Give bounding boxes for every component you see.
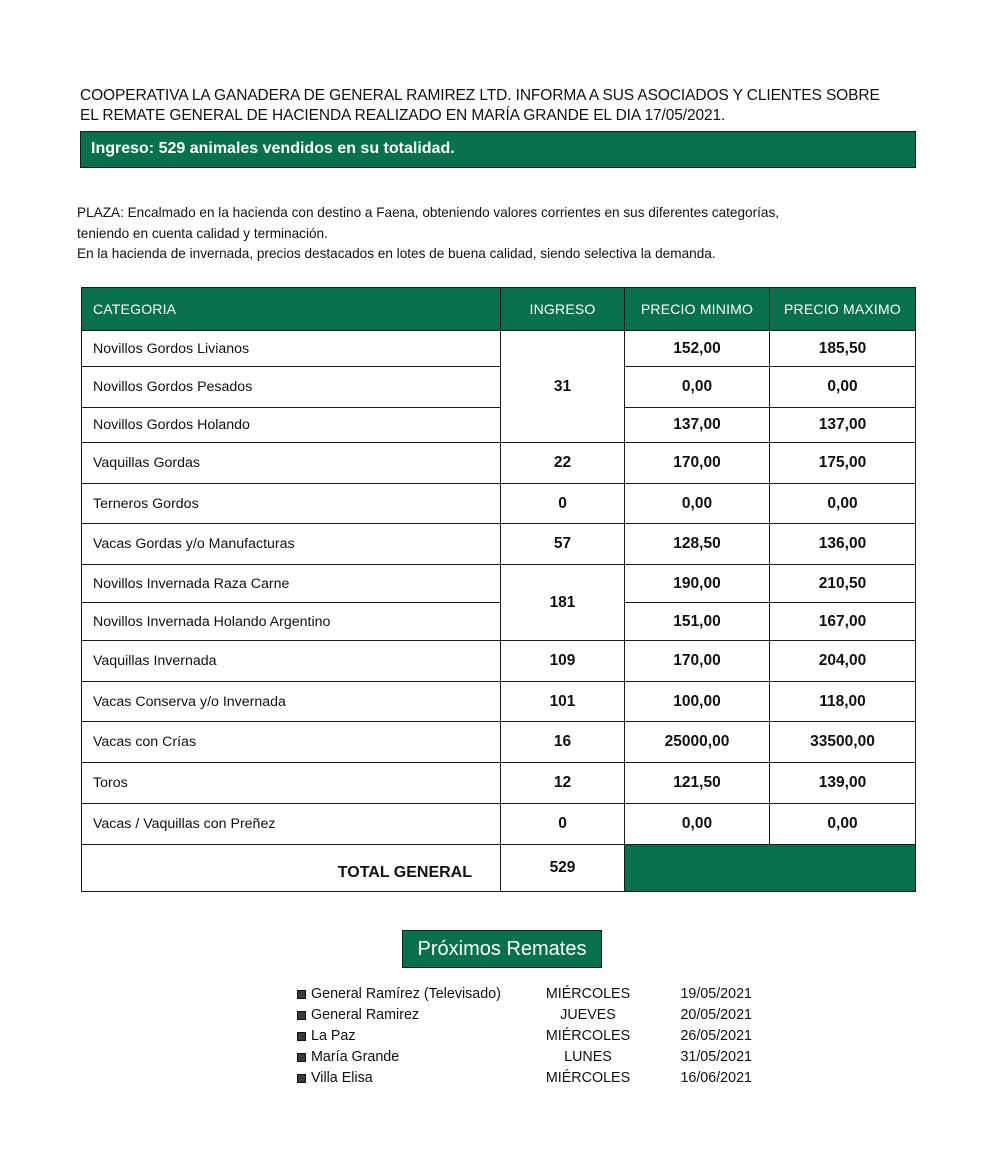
table-row: [82, 603, 916, 641]
table-row: [82, 804, 916, 845]
cell-categoria: Novillos Gordos Pesados: [82, 367, 501, 408]
cell-precio-maximo: 118,00: [770, 682, 916, 722]
cell-precio-minimo: 137,00: [625, 408, 770, 443]
proximos-remates-title: Próximos Remates: [402, 930, 602, 968]
table-header-row: [82, 288, 916, 331]
cell-precio-maximo: 167,00: [770, 603, 916, 641]
header-categoria: CATEGORIA: [82, 288, 501, 331]
total-label: TOTAL GENERAL: [82, 845, 501, 892]
remate-fecha: 26/05/2021: [680, 1028, 752, 1044]
list-item: [297, 1005, 752, 1026]
table-row: [82, 722, 916, 763]
cell-precio-minimo: 128,50: [625, 524, 770, 565]
cell-categoria: Novillos Gordos Livianos: [82, 331, 501, 367]
total-green-block: [625, 845, 916, 892]
header-precio-minimo: PRECIO MINIMO: [625, 288, 770, 331]
remate-dia: MIÉRCOLES: [545, 986, 631, 1002]
cell-precio-minimo: 25000,00: [625, 722, 770, 763]
table-row: [82, 682, 916, 722]
ingreso-banner: Ingreso: 529 animales vendidos en su totalidad.: [80, 131, 916, 168]
table-row: [82, 484, 916, 524]
square-bullet-icon: [297, 1053, 306, 1062]
cell-precio-minimo: 121,50: [625, 763, 770, 804]
cell-precio-maximo: 137,00: [770, 408, 916, 443]
cell-categoria: Vaquillas Invernada: [82, 641, 501, 682]
cell-precio-minimo: 0,00: [625, 367, 770, 408]
list-item: [297, 1047, 752, 1068]
cell-ingreso: 16: [501, 722, 625, 763]
table-row: [82, 367, 916, 408]
table-row: [82, 524, 916, 565]
cell-ingreso: 101: [501, 682, 625, 722]
list-item: [297, 1026, 752, 1047]
cell-categoria: Vaquillas Gordas: [82, 443, 501, 484]
cell-precio-maximo: 136,00: [770, 524, 916, 565]
table-row: [82, 408, 916, 443]
plaza-line-1: PLAZA: Encalmado en la hacienda con destino a Faena, obteniendo valores corrientes en sus diferentes categorías,: [77, 205, 780, 220]
cell-categoria: Vacas Gordas y/o Manufacturas: [82, 524, 501, 565]
results-table: [81, 287, 916, 892]
cell-precio-maximo: 175,00: [770, 443, 916, 484]
proximos-remates-list: [297, 984, 752, 1089]
cell-precio-minimo: 170,00: [625, 443, 770, 484]
cell-categoria: Terneros Gordos: [82, 484, 501, 524]
table-row: [82, 565, 916, 603]
cell-ingreso: 181: [501, 565, 625, 641]
cell-ingreso: 0: [501, 804, 625, 845]
cell-categoria: Vacas con Crías: [82, 722, 501, 763]
remate-lugar: Villa Elisa: [311, 1070, 373, 1086]
intro-line-2: EL REMATE GENERAL DE HACIENDA REALIZADO EN MARÍA GRANDE EL DIA 17/05/2021.: [80, 107, 726, 124]
cell-precio-maximo: 0,00: [770, 804, 916, 845]
cell-precio-maximo: 204,00: [770, 641, 916, 682]
cell-precio-maximo: 0,00: [770, 484, 916, 524]
cell-precio-maximo: 185,50: [770, 331, 916, 367]
square-bullet-icon: [297, 1032, 306, 1041]
cell-precio-minimo: 152,00: [625, 331, 770, 367]
remate-dia: LUNES: [564, 1049, 612, 1065]
cell-precio-maximo: 139,00: [770, 763, 916, 804]
table-row: [82, 641, 916, 682]
cell-precio-minimo: 170,00: [625, 641, 770, 682]
list-item: [297, 984, 752, 1005]
remate-dia: JUEVES: [560, 1007, 616, 1023]
total-ingreso: 529: [501, 845, 625, 892]
cell-precio-minimo: 0,00: [625, 804, 770, 845]
table-row: [82, 331, 916, 367]
cell-categoria: Novillos Invernada Holando Argentino: [82, 603, 501, 641]
square-bullet-icon: [297, 1011, 306, 1020]
cell-ingreso: 57: [501, 524, 625, 565]
remate-dia: MIÉRCOLES: [545, 1028, 631, 1044]
square-bullet-icon: [297, 990, 306, 999]
cell-precio-minimo: 0,00: [625, 484, 770, 524]
table-row: [82, 763, 916, 804]
remate-lugar: General Ramírez (Televisado): [311, 986, 501, 1002]
remate-lugar: General Ramirez: [311, 1007, 420, 1023]
remate-fecha: 20/05/2021: [680, 1007, 752, 1023]
plaza-line-2: teniendo en cuenta calidad y terminación.: [77, 225, 328, 241]
plaza-commentary: [77, 203, 917, 265]
remate-dia: MIÉRCOLES: [545, 1070, 631, 1086]
cell-categoria: Vacas / Vaquillas con Preñez: [82, 804, 501, 845]
cell-precio-minimo: 100,00: [625, 682, 770, 722]
cell-precio-minimo: 151,00: [625, 603, 770, 641]
remate-fecha: 31/05/2021: [680, 1049, 752, 1065]
remate-fecha: 16/06/2021: [680, 1070, 752, 1086]
remate-lugar: María Grande: [311, 1049, 400, 1065]
cell-precio-maximo: 0,00: [770, 367, 916, 408]
plaza-line-3: En la hacienda de invernada, precios destacados en lotes de buena calidad, siendo selectiva la demanda.: [77, 246, 716, 261]
list-item: [297, 1068, 752, 1089]
total-row: [82, 845, 916, 892]
cell-ingreso: 0: [501, 484, 625, 524]
intro-line-1: COOPERATIVA LA GANADERA DE GENERAL RAMIREZ LTD. INFORMA A SUS ASOCIADOS Y CLIENTES SOBRE: [80, 87, 880, 104]
table-row: [82, 443, 916, 484]
cell-ingreso: 31: [501, 331, 625, 443]
remate-fecha: 19/05/2021: [680, 986, 752, 1002]
header-ingreso: INGRESO: [501, 288, 625, 331]
cell-categoria: Toros: [82, 763, 501, 804]
square-bullet-icon: [297, 1074, 306, 1083]
cell-precio-maximo: 210,50: [770, 565, 916, 603]
cell-categoria: Novillos Invernada Raza Carne: [82, 565, 501, 603]
cell-precio-maximo: 33500,00: [770, 722, 916, 763]
intro-text: [80, 86, 920, 126]
cell-categoria: Novillos Gordos Holando: [82, 408, 501, 443]
remate-lugar: La Paz: [311, 1028, 356, 1044]
cell-ingreso: 12: [501, 763, 625, 804]
cell-precio-minimo: 190,00: [625, 565, 770, 603]
header-precio-maximo: PRECIO MAXIMO: [770, 288, 916, 331]
cell-ingreso: 109: [501, 641, 625, 682]
cell-categoria: Vacas Conserva y/o Invernada: [82, 682, 501, 722]
cell-ingreso: 22: [501, 443, 625, 484]
